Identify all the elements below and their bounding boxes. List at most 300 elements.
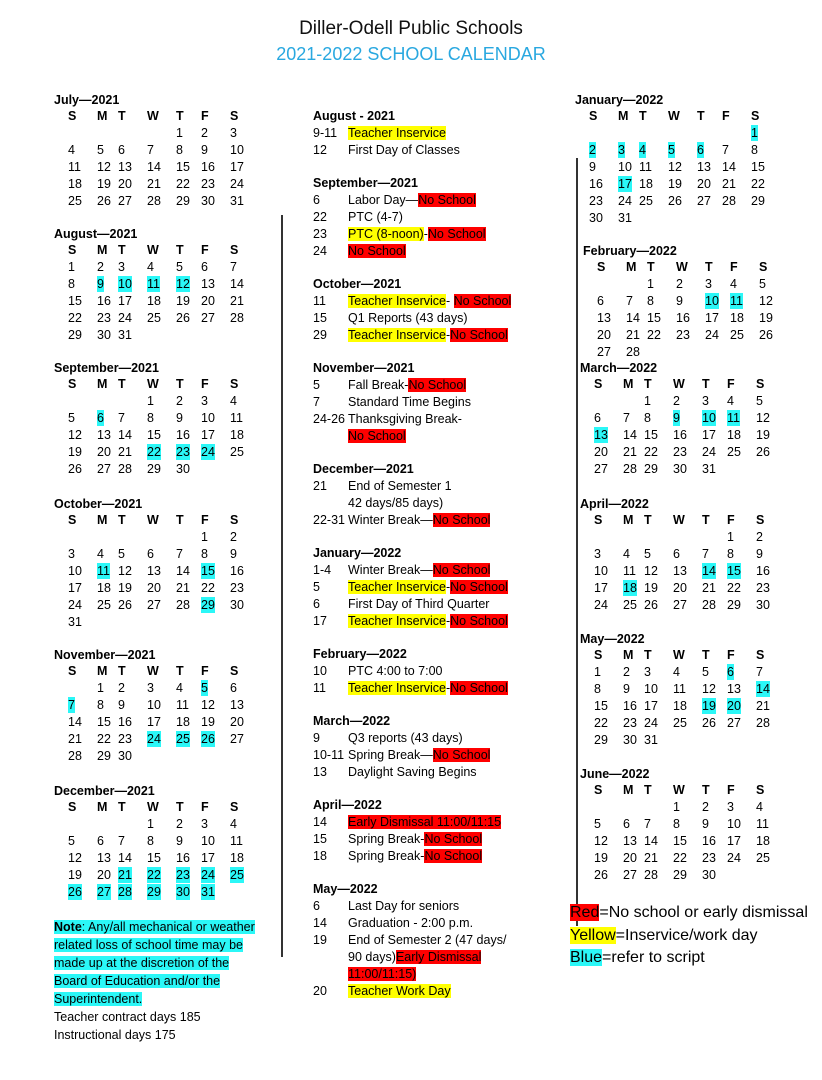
day-cell: 11: [230, 411, 243, 425]
day-cell: 23: [673, 445, 687, 459]
day-cell: 22: [97, 732, 111, 746]
day-cell: 5: [668, 143, 675, 157]
day-cell: 1: [201, 530, 208, 544]
day-cell: 9: [702, 817, 709, 831]
day-cell: 17: [727, 834, 741, 848]
weekday-header: W: [673, 513, 685, 527]
event-text: Spring Break—: [348, 748, 433, 762]
day-cell: 2: [201, 126, 208, 140]
day-cell: 4: [147, 260, 154, 274]
weekday-header: S: [756, 783, 765, 797]
event-date: 24: [313, 244, 327, 258]
day-cell: 23: [702, 851, 716, 865]
weekday-header: F: [727, 648, 735, 662]
day-cell: 14: [702, 564, 716, 578]
day-cell: 17: [118, 294, 132, 308]
weekday-header: F: [201, 377, 209, 391]
day-cell: 5: [594, 817, 601, 831]
day-cell: 28: [147, 194, 161, 208]
day-cell: 9: [176, 834, 183, 848]
event-date: 11: [313, 681, 326, 695]
day-cell: 16: [97, 294, 111, 308]
event-item: [313, 596, 553, 613]
day-cell: 4: [230, 817, 237, 831]
month-title: February—2022: [583, 244, 677, 258]
month-oct21: [54, 497, 254, 631]
day-cell: 6: [697, 143, 704, 157]
event-text: Graduation - 2:00 p.m.: [348, 916, 474, 930]
day-cell: 7: [626, 294, 633, 308]
weekday-header: W: [147, 664, 159, 678]
day-cell: 11: [147, 277, 160, 291]
day-cell: 5: [176, 260, 183, 274]
day-cell: 27: [597, 345, 611, 359]
day-cell: 13: [147, 564, 161, 578]
event-text: Q3 reports (43 days): [348, 731, 463, 745]
day-cell: 23: [623, 716, 637, 730]
no-school-badge: 11:00/11:15): [348, 967, 417, 981]
weekday-header: M: [623, 648, 634, 662]
weekday-header: T: [702, 513, 710, 527]
no-school-badge: No School: [450, 614, 508, 628]
event-date: 10: [313, 664, 327, 678]
event-month: [313, 461, 553, 529]
event-date: 7: [313, 395, 320, 409]
month-title: January—2022: [575, 93, 664, 107]
day-cell: 17: [705, 311, 719, 325]
weekday-header: T: [118, 109, 126, 123]
day-cell: 2: [176, 394, 183, 408]
day-cell: 26: [759, 328, 773, 342]
event-date: 10-11: [313, 748, 345, 762]
event-text: Labor Day—: [348, 193, 419, 207]
day-cell: 24: [201, 445, 215, 459]
day-cell: 23: [97, 311, 111, 325]
month-may22: [580, 632, 780, 749]
day-cell: 17: [147, 715, 161, 729]
day-cell: 22: [751, 177, 765, 191]
day-cell: 20: [673, 581, 687, 595]
day-cell: 13: [201, 277, 215, 291]
no-school-badge: No School: [348, 429, 406, 443]
day-cell: 21: [118, 868, 132, 882]
weekday-header: F: [201, 109, 209, 123]
day-cell: 14: [176, 564, 190, 578]
day-cell: 15: [751, 160, 765, 174]
weekday-header: S: [68, 800, 77, 814]
no-school-badge: No School: [453, 294, 512, 308]
event-month-title: January—2022: [313, 546, 402, 560]
event-text: -: [445, 328, 451, 342]
event-item: [313, 209, 553, 226]
events-list: [313, 108, 553, 1016]
event-item: [313, 730, 553, 747]
event-text: Winter Break—: [348, 513, 433, 527]
day-cell: 18: [639, 177, 653, 191]
day-cell: 12: [594, 834, 608, 848]
day-cell: 22: [147, 445, 161, 459]
weekday-header: T: [176, 800, 184, 814]
no-school-badge: No School: [432, 513, 491, 527]
weekday-header: T: [639, 109, 647, 123]
day-cell: 29: [147, 462, 161, 476]
weekday-header: M: [97, 513, 108, 527]
day-cell: 13: [623, 834, 637, 848]
day-cell: 7: [118, 411, 125, 425]
weekday-header: M: [623, 783, 634, 797]
day-cell: 15: [727, 564, 741, 578]
day-cell: 1: [594, 665, 601, 679]
day-cell: 18: [673, 699, 687, 713]
month-dec21: [54, 784, 254, 901]
day-cell: 20: [201, 294, 215, 308]
weekday-header: W: [673, 783, 685, 797]
event-text: -: [423, 227, 428, 241]
day-cell: 10: [705, 294, 719, 308]
day-cell: 8: [97, 698, 104, 712]
teacher-contract-days: Teacher contract days 185: [54, 1010, 201, 1024]
day-cell: 28: [118, 885, 132, 899]
day-cell: 20: [147, 581, 161, 595]
event-text: Winter Break—: [348, 563, 433, 577]
day-cell: 14: [118, 851, 132, 865]
day-cell: 13: [697, 160, 711, 174]
day-cell: 28: [68, 749, 82, 763]
event-date: 29: [313, 328, 327, 342]
day-cell: 30: [702, 868, 716, 882]
day-cell: 21: [623, 445, 637, 459]
day-cell: 17: [618, 177, 632, 191]
weekday-header: T: [644, 783, 652, 797]
day-cell: 17: [68, 581, 82, 595]
legend-swatch-red: Red: [570, 904, 600, 921]
weekday-header: T: [176, 243, 184, 257]
day-cell: 27: [594, 462, 608, 476]
day-cell: 14: [756, 682, 770, 696]
school-name: Diller-Odell Public Schools: [299, 18, 523, 39]
day-cell: 19: [68, 868, 82, 882]
day-cell: 26: [668, 194, 682, 208]
legend-item-yellow: [570, 925, 810, 948]
month-aug21: [54, 227, 254, 344]
event-date: 23: [313, 227, 327, 241]
day-cell: 15: [68, 294, 82, 308]
day-cell: 25: [230, 445, 244, 459]
event-item: [313, 562, 553, 579]
day-cell: 15: [644, 428, 658, 442]
day-cell: 6: [201, 260, 208, 274]
day-cell: 31: [644, 733, 658, 747]
day-cell: 2: [230, 530, 237, 544]
day-cell: 10: [230, 143, 244, 157]
day-cell: 30: [623, 733, 637, 747]
day-cell: 3: [702, 394, 709, 408]
day-cell: 24: [727, 851, 741, 865]
event-text: Daylight Saving Begins: [348, 765, 477, 779]
month-title: December—2021: [54, 784, 155, 798]
day-cell: 14: [626, 311, 640, 325]
day-cell: 10: [118, 277, 132, 291]
day-cell: 1: [751, 126, 758, 140]
event-item: [313, 915, 553, 932]
day-cell: 28: [626, 345, 640, 359]
day-cell: 29: [727, 598, 741, 612]
day-cell: 20: [230, 715, 244, 729]
event-month: [313, 360, 553, 445]
event-item: [313, 983, 553, 1000]
weekday-header: M: [97, 664, 108, 678]
day-cell: 17: [594, 581, 608, 595]
day-cell: 6: [623, 817, 630, 831]
day-cell: 11: [623, 564, 636, 578]
day-cell: 20: [623, 851, 637, 865]
day-cell: 9: [97, 277, 104, 291]
day-cell: 14: [118, 428, 132, 442]
day-cell: 1: [147, 817, 154, 831]
inservice-badge: Teacher Inservice: [348, 580, 446, 594]
day-cell: 6: [597, 294, 604, 308]
day-cell: 21: [230, 294, 244, 308]
day-cell: 22: [594, 716, 608, 730]
day-cell: 30: [176, 885, 190, 899]
day-cell: 24: [68, 598, 82, 612]
weekday-header: T: [118, 377, 126, 391]
day-cell: 31: [618, 211, 632, 225]
day-cell: 21: [702, 581, 716, 595]
weekday-header: M: [618, 109, 629, 123]
event-date: 1-4: [313, 563, 332, 577]
day-cell: 28: [230, 311, 244, 325]
day-cell: 19: [668, 177, 682, 191]
day-cell: 13: [727, 682, 741, 696]
day-cell: 2: [118, 681, 125, 695]
event-item: [313, 764, 553, 781]
no-school-badge: No School: [424, 849, 483, 863]
day-cell: 18: [230, 428, 244, 442]
weekday-header: T: [647, 260, 655, 274]
event-text: -: [445, 681, 451, 695]
day-cell: 10: [702, 411, 716, 425]
day-cell: 1: [97, 681, 104, 695]
day-cell: 10: [594, 564, 608, 578]
day-cell: 16: [118, 715, 132, 729]
day-cell: 16: [702, 834, 716, 848]
day-cell: 20: [727, 699, 741, 713]
weekday-header: S: [68, 377, 77, 391]
legend-text: =refer to script: [602, 949, 705, 966]
day-cell: 15: [176, 160, 190, 174]
color-legend: [570, 902, 810, 970]
day-cell: 8: [727, 547, 734, 561]
no-school-badge: No School: [427, 227, 486, 241]
legend-swatch-blue: Blue: [570, 949, 603, 966]
event-text: Standard Time Begins: [348, 395, 471, 409]
day-cell: 1: [68, 260, 75, 274]
no-school-badge: No School: [348, 244, 406, 258]
month-title: May—2022: [580, 632, 645, 646]
day-cell: 4: [727, 394, 734, 408]
weekday-header: F: [201, 243, 209, 257]
day-cell: 15: [97, 715, 111, 729]
day-cell: 29: [594, 733, 608, 747]
legend-text: =No school or early dismissal: [599, 904, 808, 921]
day-cell: 7: [756, 665, 763, 679]
day-cell: 3: [68, 547, 75, 561]
weekday-header: S: [68, 243, 77, 257]
day-cell: 22: [647, 328, 661, 342]
day-cell: 27: [97, 885, 111, 899]
day-cell: 4: [730, 277, 737, 291]
weekday-header: T: [697, 109, 705, 123]
event-date: 15: [313, 832, 327, 846]
day-cell: 26: [68, 885, 82, 899]
event-date: 18: [313, 849, 327, 863]
event-date: 22: [313, 210, 327, 224]
day-cell: 3: [118, 260, 125, 274]
day-cell: 4: [673, 665, 680, 679]
event-month: [313, 108, 553, 159]
month-grid: [54, 376, 254, 478]
day-cell: 1: [647, 277, 654, 291]
day-cell: 28: [756, 716, 770, 730]
weekday-header: F: [727, 377, 735, 391]
day-cell: 22: [673, 851, 687, 865]
event-item: [313, 310, 553, 327]
day-cell: 5: [756, 394, 763, 408]
day-cell: 6: [118, 143, 125, 157]
day-cell: 31: [118, 328, 132, 342]
event-date: 6: [313, 899, 320, 913]
month-grid: [54, 799, 254, 901]
day-cell: 27: [201, 311, 215, 325]
day-cell: 26: [594, 868, 608, 882]
day-cell: 27: [118, 194, 132, 208]
day-cell: 25: [97, 598, 111, 612]
no-school-badge: No School: [432, 563, 491, 577]
day-cell: 16: [673, 428, 687, 442]
day-cell: 22: [644, 445, 658, 459]
day-cell: 9: [589, 160, 596, 174]
weekday-header: F: [722, 109, 730, 123]
event-date: 6: [313, 597, 320, 611]
day-cell: 6: [594, 411, 601, 425]
day-cell: 31: [201, 885, 215, 899]
day-cell: 5: [702, 665, 709, 679]
day-cell: 19: [118, 581, 132, 595]
day-cell: 12: [756, 411, 770, 425]
event-text: Q1 Reports (43 days): [348, 311, 468, 325]
day-cell: 7: [702, 547, 709, 561]
weekday-header: T: [702, 783, 710, 797]
day-cell: 16: [756, 564, 770, 578]
day-cell: 16: [201, 160, 215, 174]
day-cell: 24: [618, 194, 632, 208]
day-cell: 31: [702, 462, 716, 476]
weekday-header: T: [644, 648, 652, 662]
day-cell: 21: [756, 699, 770, 713]
legend-item-red: [570, 902, 810, 925]
day-cell: 30: [230, 598, 244, 612]
day-cell: 3: [147, 681, 154, 695]
month-nov21: [54, 648, 254, 765]
event-date: 24-26: [313, 412, 345, 426]
weekday-header: F: [201, 800, 209, 814]
day-cell: 7: [68, 698, 75, 712]
day-cell: 12: [201, 698, 215, 712]
event-month: [313, 175, 553, 260]
weekday-header: W: [673, 377, 685, 391]
day-cell: 4: [176, 681, 183, 695]
day-cell: 18: [97, 581, 111, 595]
weekday-header: W: [147, 243, 159, 257]
weekday-header: T: [702, 648, 710, 662]
day-cell: 8: [147, 411, 154, 425]
day-cell: 13: [597, 311, 611, 325]
day-cell: 3: [201, 817, 208, 831]
month-title: October—2021: [54, 497, 143, 511]
day-cell: 27: [230, 732, 244, 746]
day-cell: 17: [702, 428, 716, 442]
event-text: First Day of Third Quarter: [348, 597, 490, 611]
day-cell: 28: [623, 462, 637, 476]
day-cell: 8: [673, 817, 680, 831]
day-cell: 4: [639, 143, 646, 157]
event-date: 12: [313, 143, 327, 157]
day-cell: 10: [618, 160, 632, 174]
weekday-header: S: [68, 109, 77, 123]
column-divider-right: [576, 158, 578, 926]
day-cell: 3: [618, 143, 625, 157]
weekday-header: T: [644, 377, 652, 391]
day-cell: 30: [589, 211, 603, 225]
no-school-badge: No School: [408, 378, 467, 392]
event-date: 9-11: [313, 126, 338, 140]
day-cell: 12: [759, 294, 773, 308]
event-month-title: September—2021: [313, 176, 418, 190]
day-cell: 12: [68, 851, 82, 865]
instructional-days: Instructional days 175: [54, 1028, 176, 1042]
day-cell: 23: [589, 194, 603, 208]
weekday-header: W: [147, 800, 159, 814]
day-cell: 8: [594, 682, 601, 696]
day-cell: 20: [597, 328, 611, 342]
event-item: [313, 848, 553, 865]
day-cell: 3: [705, 277, 712, 291]
day-cell: 13: [97, 851, 111, 865]
event-item: [313, 293, 553, 310]
day-cell: 13: [673, 564, 687, 578]
month-grid: [575, 108, 775, 227]
event-text: PTC (4-7): [348, 210, 403, 224]
event-text: Spring Break-: [348, 849, 425, 863]
event-month: [313, 545, 553, 630]
day-cell: 11: [756, 817, 769, 831]
day-cell: 5: [201, 681, 208, 695]
day-cell: 19: [702, 699, 716, 713]
day-cell: 30: [97, 328, 111, 342]
day-cell: 25: [147, 311, 161, 325]
day-cell: 3: [201, 394, 208, 408]
day-cell: 9: [673, 411, 680, 425]
day-cell: 14: [147, 160, 161, 174]
day-cell: 24: [594, 598, 608, 612]
no-school-badge: No School: [418, 193, 476, 207]
event-item: [313, 478, 553, 512]
event-text: Last Day for seniors: [348, 899, 460, 913]
day-cell: 8: [176, 143, 183, 157]
weekday-header: T: [176, 377, 184, 391]
day-cell: 27: [147, 598, 161, 612]
